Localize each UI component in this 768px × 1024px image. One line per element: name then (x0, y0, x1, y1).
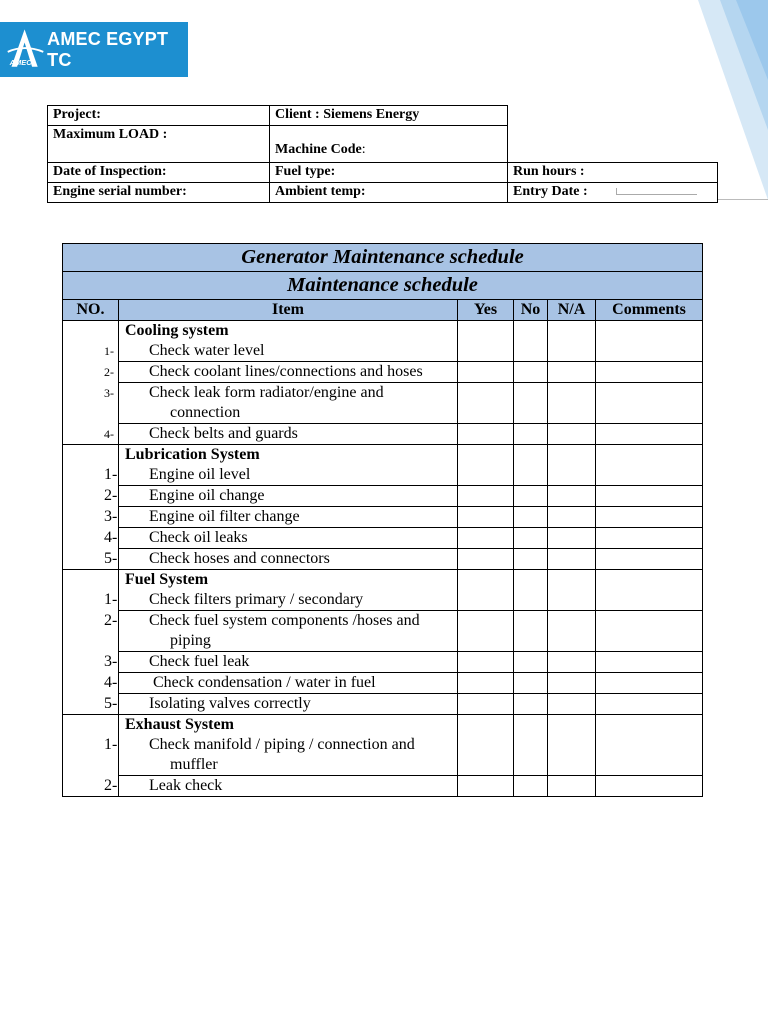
checklist-item (104, 694, 458, 715)
run-hours-label: Run hours : (508, 163, 718, 183)
checklist-item (104, 611, 458, 652)
item-number: 4- (104, 427, 114, 441)
date-inspection-label: Date of Inspection: (48, 163, 270, 183)
item-text: Leak check (149, 777, 223, 794)
no-checkbox-cell[interactable] (514, 715, 548, 776)
yes-checkbox-cell[interactable] (458, 507, 514, 528)
divider-line (718, 199, 768, 200)
checklist-item (104, 673, 458, 694)
no-checkbox-cell[interactable] (514, 776, 548, 797)
na-checkbox-cell[interactable] (548, 549, 596, 570)
yes-checkbox-cell[interactable] (458, 549, 514, 570)
na-checkbox-cell[interactable] (548, 424, 596, 445)
entry-date-cell (508, 183, 718, 203)
amec-logo-icon (4, 22, 45, 77)
na-checkbox-cell[interactable] (548, 528, 596, 549)
client-label: Client : Siemens Energy (270, 106, 508, 126)
table-row (63, 570, 703, 611)
comments-cell[interactable] (596, 611, 703, 652)
item-number: 5- (104, 695, 118, 712)
yes-checkbox-cell[interactable] (458, 362, 514, 383)
item-text: Isolating valves correctly (149, 695, 311, 712)
na-checkbox-cell[interactable] (548, 383, 596, 424)
no-checkbox-cell[interactable] (514, 507, 548, 528)
item-number: 2- (104, 612, 118, 629)
checklist-item (104, 776, 458, 797)
no-checkbox-cell[interactable] (514, 362, 548, 383)
table-row (63, 715, 703, 776)
comments-cell[interactable] (596, 507, 703, 528)
project-info-table (47, 105, 718, 203)
item-number: 2- (104, 487, 118, 504)
table-row (63, 528, 703, 549)
svg-text:AMEC: AMEC (9, 57, 32, 67)
section-title: Lubrication System (125, 446, 260, 463)
comments-cell[interactable] (596, 321, 703, 362)
checklist-item (104, 362, 458, 383)
no-checkbox-cell[interactable] (514, 445, 548, 486)
item-text: Check belts and guards (149, 425, 298, 442)
col-header-na: N/A (548, 300, 596, 321)
table-row (63, 445, 703, 486)
na-checkbox-cell[interactable] (548, 507, 596, 528)
fuel-type-label: Fuel type: (270, 163, 508, 183)
yes-checkbox-cell[interactable] (458, 694, 514, 715)
no-checkbox-cell[interactable] (514, 486, 548, 507)
item-number: 5- (104, 550, 118, 567)
table-row (63, 776, 703, 797)
yes-checkbox-cell[interactable] (458, 715, 514, 776)
yes-checkbox-cell[interactable] (458, 445, 514, 486)
checklist-item (104, 549, 458, 570)
item-text: Check oil leaks (149, 529, 248, 546)
item-text: Engine oil change (149, 487, 265, 504)
table-row (63, 652, 703, 673)
item-number: 3- (104, 508, 118, 525)
item-number: 1- (104, 591, 118, 608)
no-checkbox-cell[interactable] (514, 611, 548, 652)
item-number: 3- (104, 653, 118, 670)
checklist-item (104, 652, 458, 673)
item-number: 4- (104, 674, 118, 691)
table-row (63, 362, 703, 383)
project-label: Project: (48, 106, 270, 126)
comments-cell[interactable] (596, 528, 703, 549)
na-checkbox-cell[interactable] (548, 321, 596, 362)
machine-code-colon: : (361, 142, 366, 157)
na-checkbox-cell[interactable] (548, 362, 596, 383)
table-row (63, 486, 703, 507)
yes-checkbox-cell[interactable] (458, 321, 514, 362)
col-header-yes: Yes (458, 300, 514, 321)
no-checkbox-cell[interactable] (514, 549, 548, 570)
yes-checkbox-cell[interactable] (458, 611, 514, 652)
item-number: 4- (104, 529, 118, 546)
na-checkbox-cell[interactable] (548, 673, 596, 694)
item-text: Check condensation / water in fuel (149, 674, 376, 691)
section-title: Fuel System (125, 571, 209, 588)
col-header-item: Item (119, 300, 458, 321)
checklist-item (104, 528, 458, 549)
na-checkbox-cell[interactable] (548, 445, 596, 486)
item-text: Check fuel leak (149, 653, 250, 670)
schedule-subtitle: Maintenance schedule (63, 272, 703, 300)
na-checkbox-cell[interactable] (548, 570, 596, 611)
col-header-comments: Comments (596, 300, 703, 321)
no-checkbox-cell[interactable] (514, 424, 548, 445)
ambient-temp-label: Ambient temp: (270, 183, 508, 203)
item-number: 1- (104, 344, 114, 358)
no-checkbox-cell[interactable] (514, 570, 548, 611)
col-header-no: NO. (63, 300, 119, 321)
na-checkbox-cell[interactable] (548, 611, 596, 652)
na-checkbox-cell[interactable] (548, 694, 596, 715)
table-row (63, 383, 703, 424)
yes-checkbox-cell[interactable] (458, 652, 514, 673)
entry-date-label: Entry Date : (513, 184, 588, 199)
max-load-label: Maximum LOAD : (48, 126, 270, 163)
checklist-item (104, 486, 458, 507)
item-number: 2- (104, 777, 118, 794)
table-row (63, 611, 703, 652)
na-checkbox-cell[interactable] (548, 652, 596, 673)
item-text: Engine oil filter change (149, 508, 300, 525)
table-row (63, 424, 703, 445)
comments-cell[interactable] (596, 424, 703, 445)
na-checkbox-cell[interactable] (548, 776, 596, 797)
yes-checkbox-cell[interactable] (458, 570, 514, 611)
table-row (63, 321, 703, 362)
comments-cell[interactable] (596, 362, 703, 383)
table-row (63, 507, 703, 528)
machine-code-cell (270, 126, 508, 163)
comments-cell[interactable] (596, 486, 703, 507)
comments-cell[interactable] (596, 776, 703, 797)
no-checkbox-cell[interactable] (514, 321, 548, 362)
item-text: Engine oil level (149, 466, 251, 483)
checklist-item (104, 321, 458, 362)
yes-checkbox-cell[interactable] (458, 383, 514, 424)
na-checkbox-cell[interactable] (548, 486, 596, 507)
item-text: Check coolant lines/connections and hoses (149, 363, 423, 380)
col-header-no-answer: No (514, 300, 548, 321)
table-row (63, 549, 703, 570)
checklist-item (104, 383, 458, 424)
comments-cell[interactable] (596, 715, 703, 776)
comments-cell[interactable] (596, 652, 703, 673)
no-checkbox-cell[interactable] (514, 383, 548, 424)
checklist-item (104, 570, 458, 611)
comments-cell[interactable] (596, 445, 703, 486)
item-text: Check filters primary / secondary (149, 591, 364, 608)
comments-cell[interactable] (596, 570, 703, 611)
comments-cell[interactable] (596, 673, 703, 694)
table-row (63, 694, 703, 715)
item-text: Check manifold / piping / connection and muffler (149, 736, 415, 773)
item-number: 1- (104, 736, 118, 753)
yes-checkbox-cell[interactable] (458, 528, 514, 549)
na-checkbox-cell[interactable] (548, 715, 596, 776)
section-title: Cooling system (125, 322, 229, 339)
checklist-item (104, 445, 458, 486)
table-row (63, 673, 703, 694)
item-text: Check leak form radiator/engine and connection (149, 384, 384, 421)
engine-serial-label: Engine serial number: (48, 183, 270, 203)
item-number: 2- (104, 365, 114, 379)
machine-code-label: Machine Code (275, 142, 362, 157)
item-text: Check hoses and connectors (149, 550, 330, 567)
yes-checkbox-cell[interactable] (458, 424, 514, 445)
yes-checkbox-cell[interactable] (458, 486, 514, 507)
no-checkbox-cell[interactable] (514, 528, 548, 549)
item-number: 1- (104, 466, 118, 483)
entry-date-field-mark (616, 188, 697, 195)
schedule-title: Generator Maintenance schedule (63, 244, 703, 272)
no-checkbox-cell[interactable] (514, 694, 548, 715)
maintenance-schedule-table (62, 243, 703, 797)
item-text: Check water level (149, 342, 265, 359)
no-checkbox-cell[interactable] (514, 673, 548, 694)
checklist-item (104, 715, 458, 776)
comments-cell[interactable] (596, 694, 703, 715)
yes-checkbox-cell[interactable] (458, 776, 514, 797)
item-text: Check fuel system components /hoses and piping (149, 612, 420, 649)
yes-checkbox-cell[interactable] (458, 673, 514, 694)
checklist-item (104, 507, 458, 528)
item-number: 3- (104, 386, 114, 400)
company-logo (0, 22, 188, 77)
section-title: Exhaust System (125, 716, 234, 733)
comments-cell[interactable] (596, 383, 703, 424)
logo-text: AMEC EGYPT TC (47, 28, 169, 70)
comments-cell[interactable] (596, 549, 703, 570)
no-checkbox-cell[interactable] (514, 652, 548, 673)
checklist-item (104, 424, 458, 445)
